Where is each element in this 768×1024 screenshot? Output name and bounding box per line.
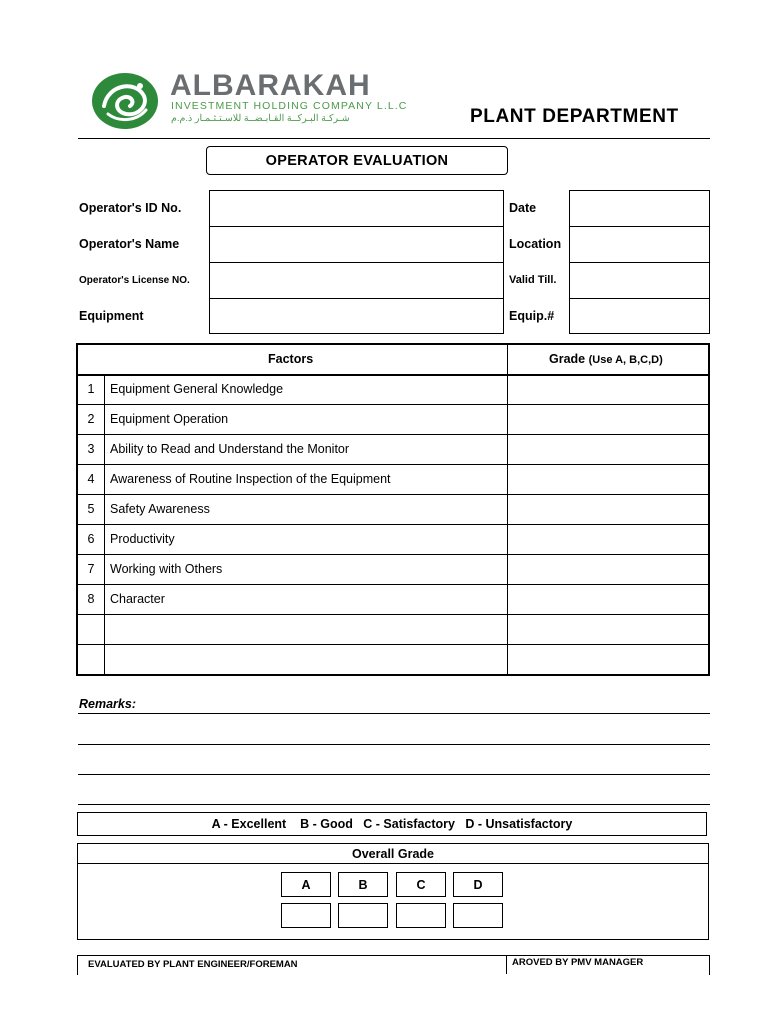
row-number: 6 [87,532,95,546]
grade-option-c: C [396,872,446,897]
grade-cell[interactable] [508,615,708,644]
grade-header-hint: (Use A, B,C,D) [588,354,663,366]
signature-footer [77,955,710,975]
equipment-label: Equipment [79,309,144,323]
row-number: 3 [87,442,95,456]
equip-number-label: Equip.# [509,309,555,323]
grade-cell[interactable] [508,585,708,614]
header-divider [78,138,710,139]
valid-till-label: Valid Till. [509,274,557,286]
grade-header [549,352,663,366]
factor-label: Working with Others [110,562,223,576]
grade-cell[interactable] [508,645,708,674]
grade-cell[interactable] [508,495,708,524]
overall-grade-section [77,843,709,940]
brand-subtitle: INVESTMENT HOLDING COMPANY L.L.C [171,100,408,112]
operator-name-field[interactable] [209,226,504,263]
grade-cell[interactable] [508,465,708,494]
remarks-line[interactable] [78,804,710,805]
grade-option-a: A [281,872,331,897]
location-label: Location [509,237,562,251]
remarks-line[interactable] [78,713,710,714]
approved-by-label: AROVED BY PMV MANAGER [512,957,644,968]
grade-cell[interactable] [508,405,708,434]
factor-label: Awareness of Routine Inspection of the Equipment [110,472,391,486]
date-field[interactable] [569,190,710,227]
grade-option-d: D [453,872,503,897]
license-field[interactable] [209,262,504,299]
factor-label: Productivity [110,532,175,546]
factor-label: Ability to Read and Understand the Monitor [110,442,350,456]
grade-legend: A - Excellent B - Good C - Satisfactory D - Unsatisfactory [77,812,707,836]
grade-cell[interactable] [508,555,708,584]
operator-id-field[interactable] [209,190,504,227]
form-title: OPERATOR EVALUATION [206,146,508,175]
albarakah-emblem-icon [90,70,160,130]
grade-d-checkbox[interactable] [453,903,503,928]
grade-cell[interactable] [508,525,708,554]
equip-number-field[interactable] [569,298,710,334]
row-number: 1 [87,382,95,396]
row-number: 5 [87,502,95,516]
operator-name-label: Operator's Name [79,237,180,251]
grade-header-label: Grade [549,352,586,366]
factor-label: Character [110,592,165,606]
department-title: PLANT DEPARTMENT [470,106,679,127]
valid-till-field[interactable] [569,262,710,299]
grade-cell[interactable] [508,375,708,404]
grade-c-checkbox[interactable] [396,903,446,928]
brand-name: ALBARAKAH [170,69,371,102]
grade-option-b: B [338,872,388,897]
remarks-line[interactable] [78,774,710,775]
date-label: Date [509,201,537,215]
remarks-label: Remarks: [79,697,136,711]
brand-arabic-name: شـركـة البـركــة القـابـضــة للاسـتـثـمـار ذ.م.م [171,113,350,124]
evaluated-by-label: EVALUATED BY PLANT ENGINEER/FOREMAN [88,959,298,970]
row-number: 7 [87,562,95,576]
equipment-field[interactable] [209,298,504,334]
remarks-line[interactable] [78,744,710,745]
factor-label: Equipment Operation [110,412,229,426]
factors-header: Factors [268,352,314,366]
overall-grade-heading: Overall Grade [78,844,708,864]
footer-divider [506,956,507,974]
grade-cell[interactable] [508,435,708,464]
factors-table [76,343,710,676]
row-number: 4 [87,472,95,486]
factor-label: Equipment General Knowledge [110,382,284,396]
location-field[interactable] [569,226,710,263]
operator-id-label: Operator's ID No. [79,201,182,215]
row-number: 2 [87,412,95,426]
grade-b-checkbox[interactable] [338,903,388,928]
row-number: 8 [87,592,95,606]
factor-label: Safety Awareness [110,502,210,516]
grade-a-checkbox[interactable] [281,903,331,928]
license-label: Operator's License NO. [79,275,190,286]
